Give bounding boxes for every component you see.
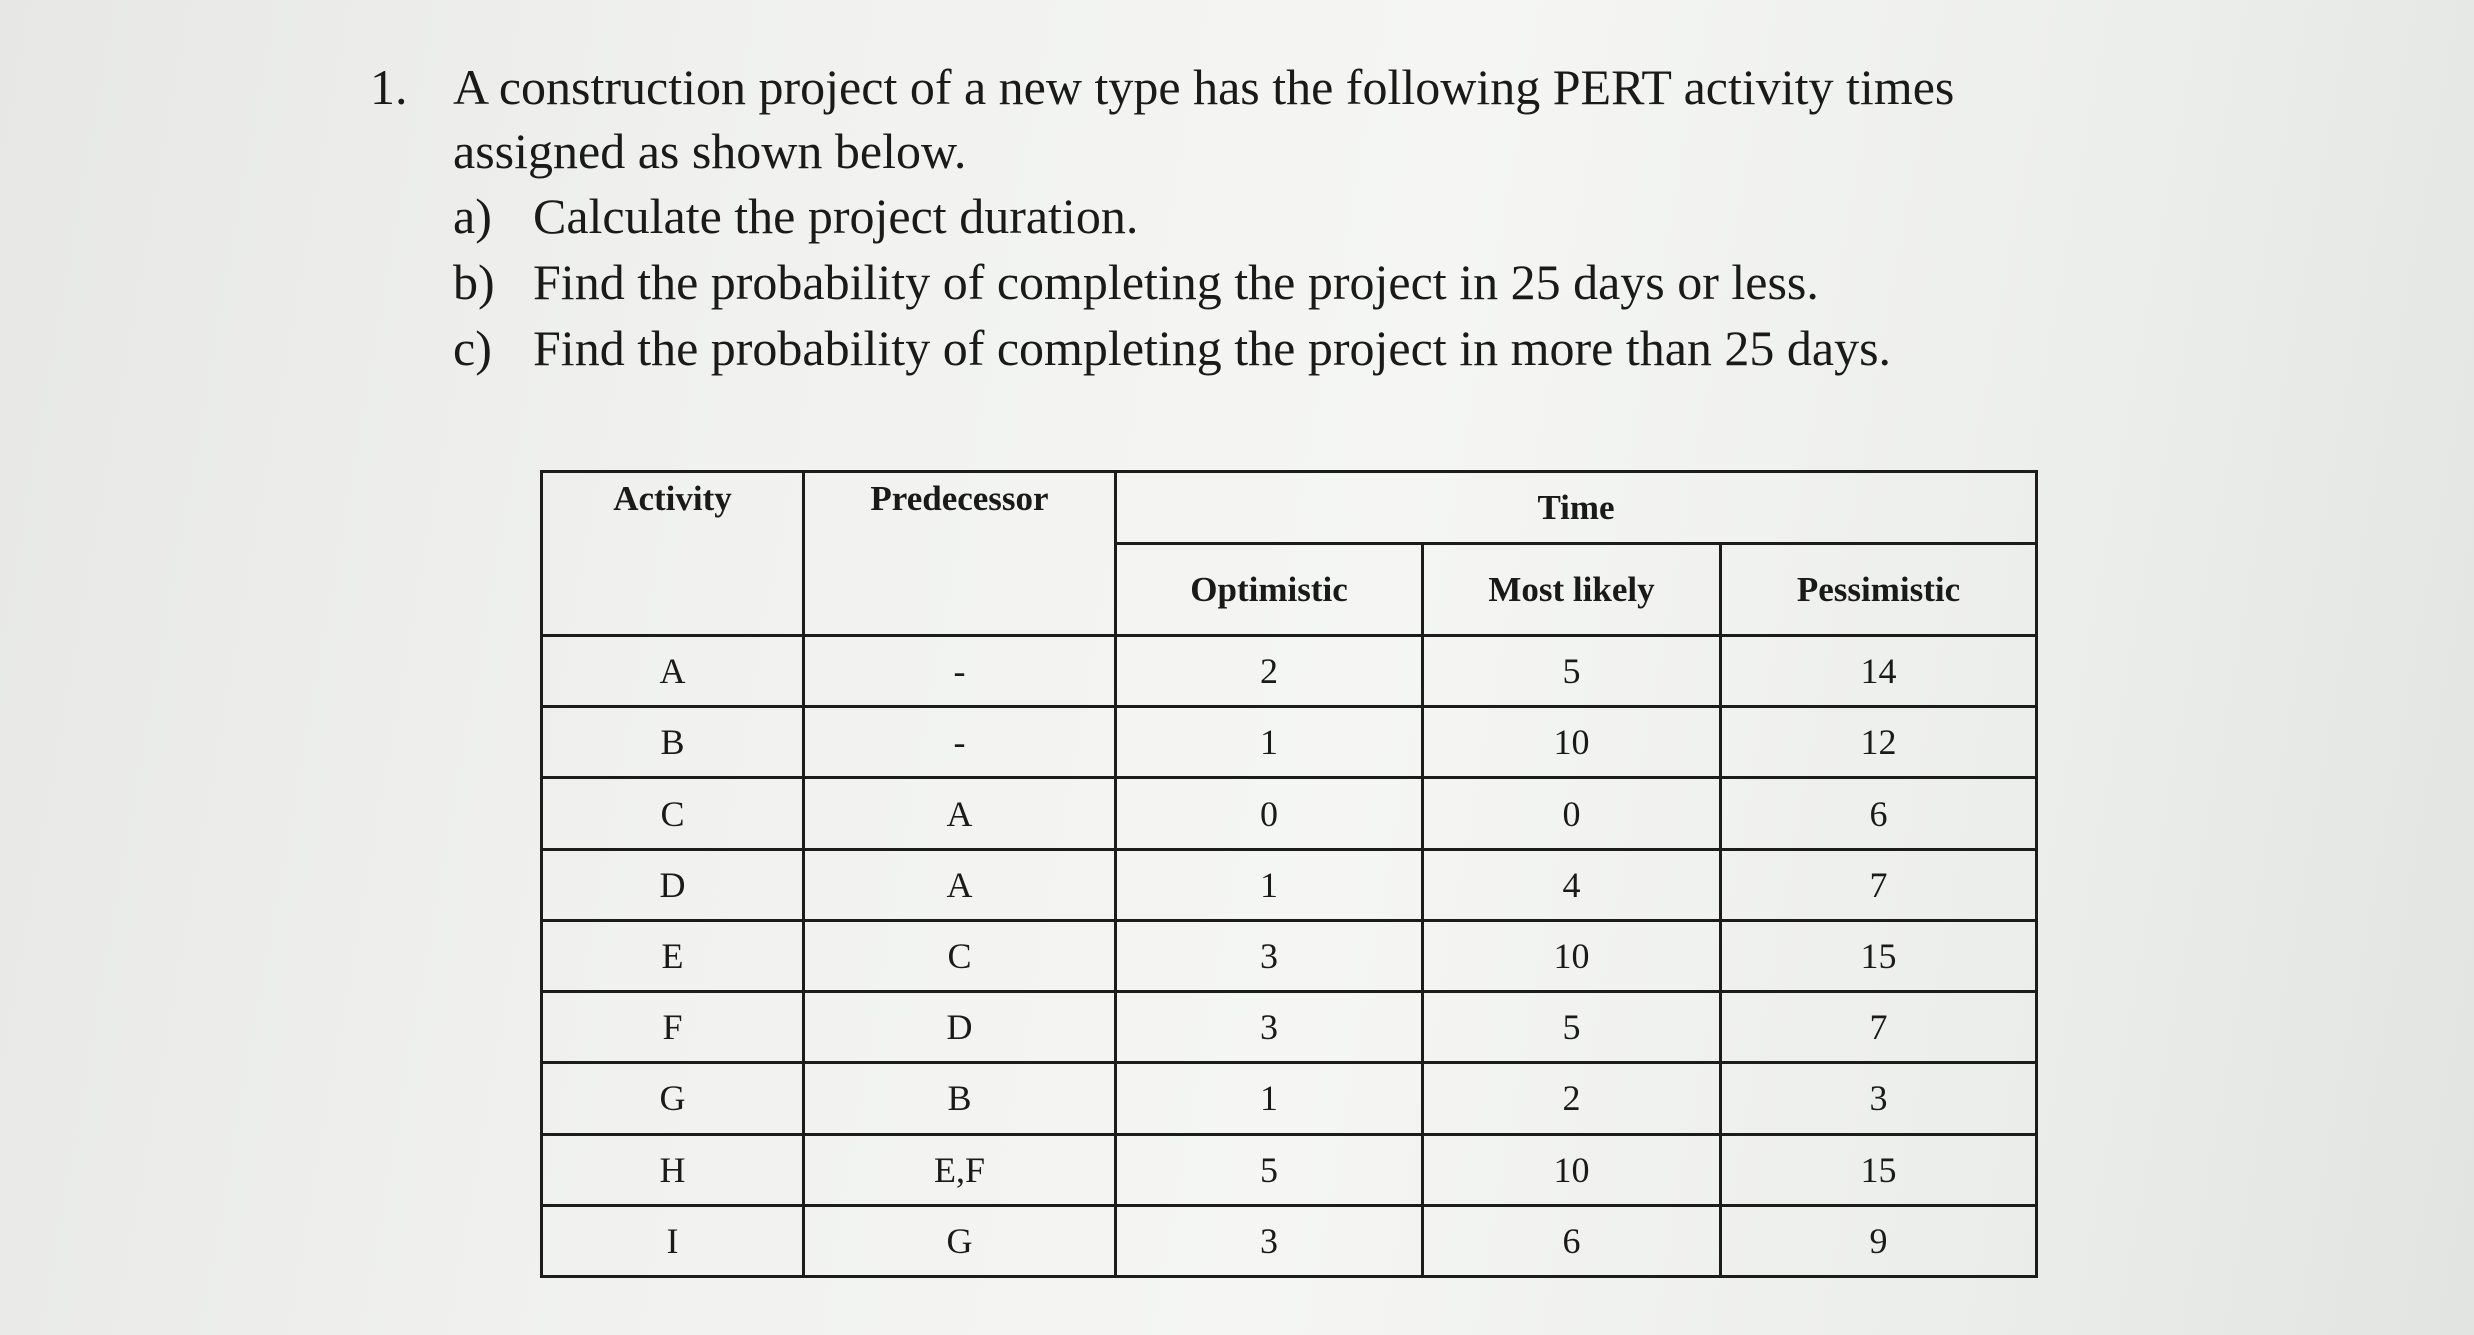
header-pessimistic: Pessimistic — [1721, 544, 2037, 636]
cell-optimistic: 2 — [1116, 636, 1423, 707]
cell-activity: D — [542, 849, 804, 920]
cell-most-likely: 10 — [1423, 920, 1721, 991]
cell-predecessor: - — [804, 707, 1116, 778]
cell-activity: E — [542, 920, 804, 991]
cell-most-likely: 10 — [1423, 707, 1721, 778]
cell-activity: C — [542, 778, 804, 849]
cell-pessimistic: 14 — [1721, 636, 2037, 707]
table-row — [542, 1134, 2037, 1205]
cell-activity: F — [542, 992, 804, 1063]
table-row — [542, 920, 2037, 991]
cell-most-likely: 0 — [1423, 778, 1721, 849]
sub-question-label: b) — [453, 254, 495, 310]
cell-predecessor: B — [804, 1063, 1116, 1134]
cell-optimistic: 3 — [1116, 992, 1423, 1063]
table-row — [542, 849, 2037, 920]
header-most-likely: Most likely — [1423, 544, 1721, 636]
question-line-1 — [370, 55, 2090, 119]
question-block — [370, 55, 2090, 381]
table-row — [542, 707, 2037, 778]
cell-optimistic: 1 — [1116, 1063, 1423, 1134]
cell-pessimistic: 9 — [1721, 1205, 2037, 1276]
sub-question-text: Calculate the project duration. — [533, 188, 1139, 244]
cell-predecessor: A — [804, 778, 1116, 849]
cell-most-likely: 4 — [1423, 849, 1721, 920]
header-activity: Activity — [542, 472, 804, 636]
cell-activity: A — [542, 636, 804, 707]
pert-activity-table — [540, 470, 2038, 1278]
cell-optimistic: 5 — [1116, 1134, 1423, 1205]
cell-pessimistic: 7 — [1721, 992, 2037, 1063]
cell-optimistic: 1 — [1116, 849, 1423, 920]
cell-predecessor: E,F — [804, 1134, 1116, 1205]
cell-most-likely: 5 — [1423, 636, 1721, 707]
cell-predecessor: D — [804, 992, 1116, 1063]
cell-optimistic: 3 — [1116, 1205, 1423, 1276]
sub-question-label: c) — [453, 320, 492, 376]
pert-table-wrapper — [540, 470, 2035, 1278]
question-text-line-2: assigned as shown below. — [453, 123, 967, 179]
table-row — [542, 1063, 2037, 1134]
cell-predecessor: A — [804, 849, 1116, 920]
cell-most-likely: 2 — [1423, 1063, 1721, 1134]
cell-pessimistic: 15 — [1721, 1134, 2037, 1205]
cell-optimistic: 3 — [1116, 920, 1423, 991]
cell-pessimistic: 6 — [1721, 778, 2037, 849]
cell-most-likely: 10 — [1423, 1134, 1721, 1205]
cell-predecessor: G — [804, 1205, 1116, 1276]
cell-pessimistic: 15 — [1721, 920, 2037, 991]
question-number: 1. — [370, 59, 408, 115]
table-row — [542, 992, 2037, 1063]
cell-optimistic: 1 — [1116, 707, 1423, 778]
cell-pessimistic: 12 — [1721, 707, 2037, 778]
cell-most-likely: 6 — [1423, 1205, 1721, 1276]
table-row — [542, 636, 2037, 707]
cell-optimistic: 0 — [1116, 778, 1423, 849]
question-text-line-1: A construction project of a new type has the following PERT activity times — [453, 59, 1955, 115]
table-header-row — [542, 472, 2037, 544]
sub-question-a — [453, 183, 2090, 249]
sub-question-c — [453, 315, 2090, 381]
cell-predecessor: C — [804, 920, 1116, 991]
header-time: Time — [1116, 472, 2037, 544]
table-body — [542, 636, 2037, 1277]
cell-pessimistic: 7 — [1721, 849, 2037, 920]
table-row — [542, 778, 2037, 849]
table-row — [542, 1205, 2037, 1276]
sub-question-text: Find the probability of completing the project in 25 days or less. — [533, 254, 1819, 310]
cell-activity: H — [542, 1134, 804, 1205]
header-optimistic: Optimistic — [1116, 544, 1423, 636]
cell-predecessor: - — [804, 636, 1116, 707]
cell-activity: I — [542, 1205, 804, 1276]
sub-question-text: Find the probability of completing the project in more than 25 days. — [533, 320, 1892, 376]
sub-question-label: a) — [453, 188, 492, 244]
header-predecessor: Predecessor — [804, 472, 1116, 636]
cell-most-likely: 5 — [1423, 992, 1721, 1063]
cell-activity: G — [542, 1063, 804, 1134]
cell-pessimistic: 3 — [1721, 1063, 2037, 1134]
sub-question-b — [453, 249, 2090, 315]
cell-activity: B — [542, 707, 804, 778]
